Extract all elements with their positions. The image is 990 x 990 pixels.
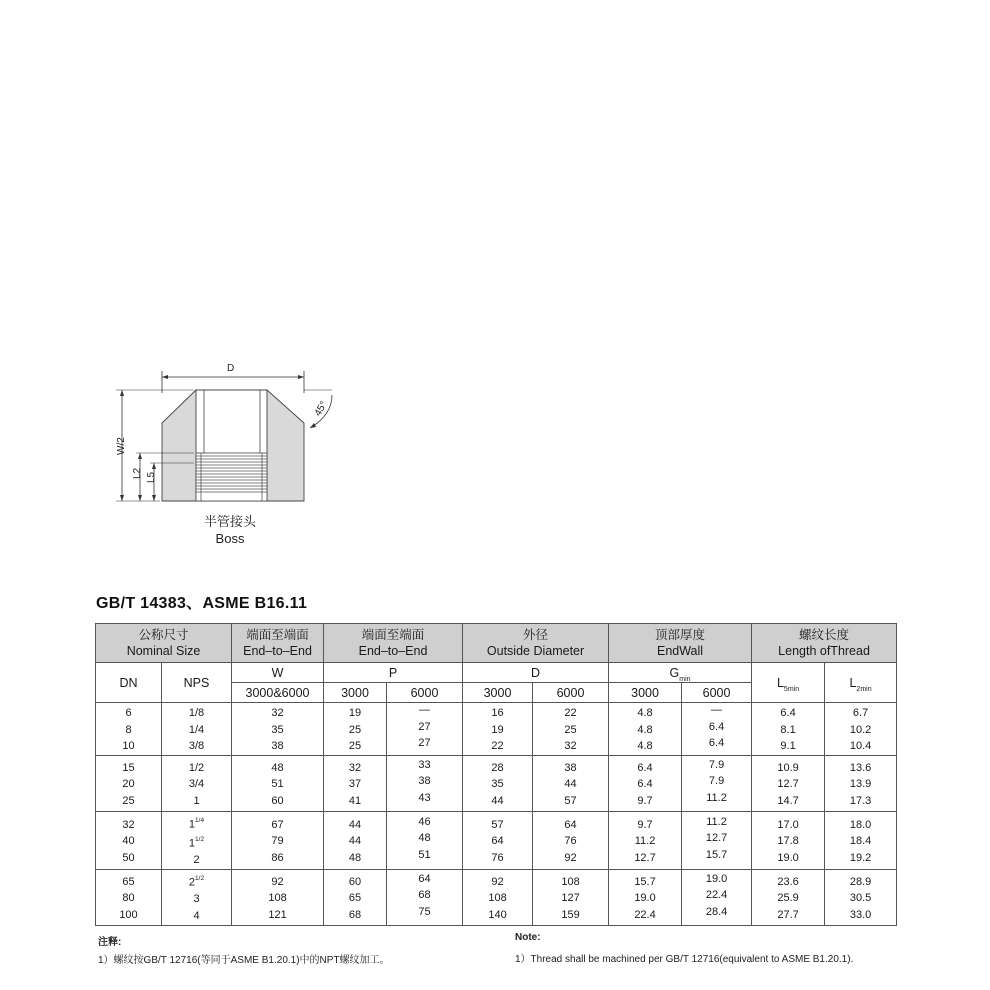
- cell-value-stack: [825, 817, 896, 867]
- cell-value-stack: [752, 760, 824, 810]
- cell-value-stack: [533, 817, 608, 867]
- header-thread-length-cn: 螺纹长度: [799, 628, 850, 642]
- table-cell-w: [232, 756, 324, 812]
- cell-value: 19.0: [705, 872, 728, 885]
- cell-value: 57: [564, 794, 577, 807]
- table-cell-nps: [162, 703, 232, 756]
- cell-value: 25: [564, 723, 577, 736]
- cell-value: 25: [348, 723, 362, 736]
- cell-value: 17.8: [777, 835, 799, 848]
- cell-value: —: [711, 704, 723, 717]
- cell-value: 6.7: [852, 707, 869, 720]
- nps-whole: 1: [188, 818, 196, 831]
- cell-value: 4.8: [637, 740, 653, 753]
- cell-value-stack: [682, 814, 751, 864]
- nps-whole: 1/8: [188, 707, 205, 720]
- cell-value: 11.2: [706, 815, 727, 828]
- cell-value: 33: [418, 758, 431, 771]
- cell-value: 80: [122, 892, 135, 905]
- table-body: [96, 703, 897, 926]
- cell-value: 44: [491, 794, 504, 807]
- cell-value: 64: [418, 872, 431, 885]
- table-cell-nps: [162, 812, 232, 870]
- cell-value: 16: [491, 707, 504, 720]
- cell-value-stack: [324, 817, 386, 867]
- cell-value: 7.9: [708, 758, 725, 771]
- header-end-to-end-w-en: End–to–End: [243, 644, 312, 658]
- cell-value: 10.9: [777, 761, 799, 774]
- cell-value: 76: [491, 851, 504, 864]
- cell-value: 6.4: [780, 707, 796, 720]
- cell-value: 12.7: [705, 832, 728, 845]
- header-p-3000: 3000: [324, 683, 387, 703]
- cell-value: 48: [271, 761, 284, 774]
- header-end-wall-en: EndWall: [656, 644, 704, 658]
- cell-value: [193, 908, 199, 925]
- table-row: [96, 812, 897, 870]
- cell-value: 9.1: [780, 740, 796, 753]
- cell-value: 43: [418, 791, 431, 804]
- header-l2: [825, 663, 897, 703]
- cell-value: 22.4: [634, 908, 656, 921]
- cell-value: 37: [348, 778, 362, 791]
- cell-value: 28.9: [849, 875, 872, 888]
- header-nominal-size-cn: 公称尺寸: [138, 628, 189, 642]
- cell-value: 4.8: [637, 707, 653, 720]
- header-end-to-end-p: [324, 624, 463, 663]
- cell-value: 19: [491, 723, 504, 736]
- cell-value: 32: [348, 761, 362, 774]
- table-cell-d3000: [463, 703, 533, 756]
- cell-value: 64: [564, 818, 577, 831]
- cell-value-stack: [232, 760, 323, 810]
- cell-value: 23.6: [777, 875, 799, 888]
- table-cell-l2: [825, 812, 897, 870]
- cell-value: 44: [564, 778, 577, 791]
- cell-value: 8.1: [780, 723, 796, 736]
- table-cell-w: [232, 869, 324, 925]
- table-cell-p6000: [387, 812, 463, 870]
- cell-value-stack: [463, 874, 532, 924]
- cell-value: 41: [348, 794, 362, 807]
- cell-value: 28: [491, 761, 504, 774]
- cell-value: 13.6: [849, 761, 872, 774]
- header-end-to-end-p-en: End–to–End: [358, 644, 428, 658]
- header-end-wall: [609, 624, 752, 663]
- cell-value: 15: [122, 761, 135, 774]
- cell-value-stack: [162, 872, 231, 924]
- cell-value-stack: [232, 705, 323, 755]
- cell-value-stack: [324, 874, 386, 924]
- cell-value-stack: [609, 874, 681, 924]
- cell-value: 25.9: [777, 892, 799, 905]
- cell-value: 15.7: [705, 848, 728, 861]
- cell-value-stack: [232, 874, 323, 924]
- table-cell-l2: [825, 703, 897, 756]
- cell-value: 11.2: [634, 835, 656, 848]
- nps-whole: 1/4: [188, 723, 205, 736]
- cell-value-stack: [387, 757, 462, 807]
- cell-value: 9.7: [637, 794, 653, 807]
- cell-value: 38: [564, 761, 577, 774]
- cell-value-stack: [533, 760, 608, 810]
- cell-value: [193, 793, 199, 810]
- cell-value-stack: [609, 760, 681, 810]
- cell-value: [189, 833, 204, 852]
- cell-value: 18.4: [849, 835, 872, 848]
- header-w-class: 3000&6000: [232, 683, 324, 703]
- table-cell-l2: [825, 756, 897, 812]
- cell-value: 108: [561, 875, 580, 888]
- cell-value-stack: [752, 874, 824, 924]
- table-cell-d6000: [533, 703, 609, 756]
- cell-value-stack: [162, 705, 231, 755]
- cell-value: 140: [488, 908, 507, 921]
- header-d-6000: 6000: [533, 683, 609, 703]
- table-cell-l5: [752, 703, 825, 756]
- cell-value-stack: [682, 702, 751, 752]
- cell-value-stack: [533, 874, 608, 924]
- cell-value: 27.7: [777, 908, 799, 921]
- header-thread-length-en: Length ofThread: [778, 644, 870, 658]
- cell-value: 32: [122, 818, 135, 831]
- cell-value: 64: [491, 835, 504, 848]
- table-row: [96, 756, 897, 812]
- table-cell-l5: [752, 812, 825, 870]
- cell-value: 44: [348, 818, 362, 831]
- cell-value-stack: [162, 760, 231, 810]
- cell-value: 27: [418, 737, 431, 750]
- cell-value-stack: [825, 705, 896, 755]
- cell-value-stack: [682, 757, 751, 807]
- note-en-text: 1）Thread shall be machined per GB/T 12716(equivalent to ASME B1.20.1).: [515, 954, 854, 965]
- cell-value: 100: [119, 908, 138, 921]
- cell-value-stack: [682, 871, 751, 921]
- cell-value: 35: [491, 778, 504, 791]
- table-cell-dn: [96, 703, 162, 756]
- header-outside-diameter-cn: 外径: [523, 628, 549, 642]
- cell-value-stack: [609, 817, 681, 867]
- table-cell-p6000: [387, 869, 463, 925]
- nps-whole: 3/8: [188, 740, 205, 753]
- cell-value: 10.4: [849, 740, 872, 753]
- cell-value-stack: [463, 760, 532, 810]
- nps-whole: 3: [193, 893, 200, 906]
- table-cell-g3000: [609, 703, 682, 756]
- table-cell-p3000: [324, 756, 387, 812]
- header-l5-sub: 5min: [783, 685, 800, 693]
- header-g: [609, 663, 752, 683]
- header-end-wall-cn: 顶部厚度: [655, 628, 706, 642]
- nps-fraction: 1/2: [195, 836, 205, 844]
- cell-value-stack: [533, 705, 608, 755]
- header-outside-diameter-en: Outside Diameter: [486, 644, 585, 658]
- cell-value: 108: [268, 892, 287, 905]
- cell-value: 25: [122, 794, 135, 807]
- cell-value: 14.7: [777, 794, 799, 807]
- cell-value: 40: [122, 835, 135, 848]
- header-g-6000: 6000: [682, 683, 752, 703]
- cell-value: 17.0: [777, 818, 799, 831]
- header-outside-diameter: [463, 624, 609, 663]
- dim-l2-label: L2: [132, 467, 143, 479]
- nps-fraction: 1/2: [195, 875, 205, 883]
- header-nominal-size: [96, 624, 232, 663]
- table-cell-w: [232, 703, 324, 756]
- nps-whole: 1/2: [188, 761, 205, 774]
- nps-whole: 4: [193, 909, 200, 922]
- cell-value: 15.7: [634, 875, 656, 888]
- table-row: [96, 869, 897, 925]
- cell-value: 38: [271, 740, 284, 753]
- cell-value: 13.9: [849, 778, 872, 791]
- drawing-caption-cn: 半管接头: [203, 514, 256, 529]
- cell-value-stack: [387, 702, 462, 752]
- standard-title: GB/T 14383、ASME B16.11: [96, 595, 308, 612]
- table-cell-g3000: [609, 869, 682, 925]
- drawing-caption-en: Boss: [215, 531, 245, 546]
- cell-value: 68: [418, 889, 431, 902]
- cell-value: 50: [122, 851, 135, 864]
- table-row: [96, 703, 897, 756]
- cell-value: 57: [491, 818, 504, 831]
- note-cn-text: 1）螺纹按GB/T 12716(等同于ASME B1.20.1)中的NPT螺纹加工。: [98, 955, 390, 966]
- header-p: P: [324, 663, 463, 683]
- table-cell-nps: [162, 869, 232, 925]
- nps-whole: 3/4: [188, 778, 205, 791]
- cell-value-stack: [324, 705, 386, 755]
- cell-value: 19.2: [849, 851, 872, 864]
- cell-value: 79: [271, 835, 284, 848]
- table-cell-p6000: [387, 756, 463, 812]
- nps-whole: 1: [188, 837, 196, 850]
- cell-value: [189, 722, 204, 739]
- cell-value: 108: [488, 892, 507, 905]
- nps-fraction: 1/4: [195, 817, 205, 824]
- cell-value-stack: [96, 874, 161, 924]
- table-cell-g3000: [609, 756, 682, 812]
- table-cell-d6000: [533, 812, 609, 870]
- table-cell-w: [232, 812, 324, 870]
- cell-value: 86: [271, 851, 284, 864]
- cell-value: 67: [271, 818, 284, 831]
- cell-value: 19: [348, 707, 362, 720]
- table-cell-g6000: [682, 703, 752, 756]
- table-cell-l5: [752, 756, 825, 812]
- cell-value: 32: [564, 740, 577, 753]
- cell-value: 6: [125, 707, 132, 720]
- cell-value: 12.7: [777, 778, 799, 791]
- table-cell-g6000: [682, 756, 752, 812]
- header-g-sub: min: [679, 675, 691, 683]
- dim-w2-label: W/2: [116, 437, 127, 455]
- table-cell-d6000: [533, 756, 609, 812]
- header-l5: [752, 663, 825, 703]
- table-cell-d3000: [463, 812, 533, 870]
- table-cell-p6000: [387, 703, 463, 756]
- cell-value: [193, 852, 199, 869]
- header-p-6000: 6000: [387, 683, 463, 703]
- header-nominal-size-en: Nominal Size: [126, 644, 201, 658]
- cell-value: 92: [564, 851, 577, 864]
- header-l2-letter: L: [849, 675, 857, 690]
- cell-value: [189, 814, 204, 833]
- dim-l5-label: L5: [146, 471, 157, 483]
- cell-value: 22: [564, 707, 577, 720]
- cell-value: 48: [418, 832, 431, 845]
- nps-whole: 2: [188, 876, 196, 889]
- cell-value-stack: [162, 814, 231, 869]
- table-cell-nps: [162, 756, 232, 812]
- cell-value: 6.4: [708, 720, 725, 733]
- table-cell-dn: [96, 756, 162, 812]
- cell-value: 75: [418, 905, 431, 918]
- table-cell-l2: [825, 869, 897, 925]
- header-thread-length: [752, 624, 897, 663]
- cell-value: 28.4: [705, 905, 728, 918]
- nps-whole: 2: [193, 854, 200, 867]
- cell-value: 6.4: [708, 737, 725, 750]
- cell-value: 51: [418, 848, 431, 861]
- cell-value: [189, 705, 204, 722]
- cell-value-stack: [387, 871, 462, 921]
- cell-value: 121: [268, 908, 287, 921]
- cell-value-stack: [609, 705, 681, 755]
- cell-value-stack: [825, 760, 896, 810]
- cell-value: 46: [418, 815, 431, 828]
- cell-value: 68: [348, 908, 362, 921]
- nps-whole: 1: [193, 794, 200, 807]
- table-cell-g3000: [609, 812, 682, 870]
- table-cell-p3000: [324, 812, 387, 870]
- cell-value: 10: [122, 740, 135, 753]
- table-cell-p3000: [324, 703, 387, 756]
- cell-value: 12.7: [634, 851, 656, 864]
- cell-value-stack: [463, 817, 532, 867]
- note-cn-title: 注释:: [98, 937, 122, 948]
- cell-value: [189, 872, 204, 891]
- cell-value: 6.4: [637, 761, 653, 774]
- cell-value: 18.0: [849, 818, 872, 831]
- header-l2-sub: 2min: [856, 685, 872, 693]
- dim-angle-label: 45°: [312, 399, 330, 419]
- cell-value: 17.3: [849, 794, 872, 807]
- header-nps: NPS: [162, 663, 232, 703]
- table-cell-d3000: [463, 756, 533, 812]
- cell-value: 7.9: [708, 775, 725, 788]
- cell-value-stack: [232, 817, 323, 867]
- cell-value: 35: [271, 723, 284, 736]
- header-end-to-end-w: [232, 624, 324, 663]
- cell-value: 25: [348, 740, 362, 753]
- header-row-secondary: [96, 663, 897, 683]
- cell-value: 65: [122, 875, 135, 888]
- table-cell-p3000: [324, 869, 387, 925]
- header-l5-letter: L: [776, 675, 784, 690]
- header-dn: DN: [96, 663, 162, 703]
- cell-value: 4.8: [637, 723, 653, 736]
- cell-value: 44: [348, 835, 362, 848]
- note-en-title: Note:: [515, 932, 541, 943]
- cell-value-stack: [96, 705, 161, 755]
- table-cell-d3000: [463, 869, 533, 925]
- cell-value-stack: [752, 817, 824, 867]
- cell-value: 92: [271, 875, 284, 888]
- table-cell-g6000: [682, 869, 752, 925]
- cell-value: 20: [122, 778, 135, 791]
- cell-value: 9.7: [637, 818, 653, 831]
- cell-value: 33.0: [849, 908, 872, 921]
- table-cell-dn: [96, 812, 162, 870]
- cell-value: 60: [348, 875, 362, 888]
- header-d: D: [463, 663, 609, 683]
- table-cell-l5: [752, 869, 825, 925]
- cell-value-stack: [463, 705, 532, 755]
- cell-value: 76: [564, 835, 577, 848]
- cell-value: —: [419, 704, 431, 717]
- cell-value: 38: [418, 775, 431, 788]
- cell-value-stack: [387, 814, 462, 864]
- header-d-3000: 3000: [463, 683, 533, 703]
- cell-value: 127: [561, 892, 580, 905]
- cell-value: 32: [271, 707, 284, 720]
- cell-value: 48: [348, 851, 362, 864]
- cell-value-stack: [324, 760, 386, 810]
- cell-value: 22.4: [705, 889, 728, 902]
- cell-value: 10.2: [849, 723, 872, 736]
- cell-value: 159: [561, 908, 580, 921]
- header-w: W: [232, 663, 324, 683]
- cell-value: 19.0: [634, 892, 656, 905]
- header-end-to-end-p-cn: 端面至端面: [361, 628, 425, 642]
- cell-value: 60: [271, 794, 284, 807]
- table-cell-d6000: [533, 869, 609, 925]
- table-cell-dn: [96, 869, 162, 925]
- cell-value-stack: [96, 760, 161, 810]
- table-cell-g6000: [682, 812, 752, 870]
- cell-value: 27: [418, 720, 431, 733]
- header-g-letter: G: [669, 665, 680, 680]
- cell-value-stack: [752, 705, 824, 755]
- header-end-to-end-w-cn: 端面至端面: [246, 628, 309, 642]
- cell-value: [189, 776, 204, 793]
- cell-value-stack: [96, 817, 161, 867]
- cell-value: [189, 760, 204, 777]
- cell-value: [189, 738, 204, 755]
- cell-value: 92: [491, 875, 504, 888]
- header-row-primary: [96, 624, 897, 663]
- cell-value: [193, 891, 199, 908]
- dim-d-label: D: [227, 363, 235, 374]
- cell-value: 22: [491, 740, 504, 753]
- cell-value: 51: [271, 778, 284, 791]
- dimension-table: [95, 623, 897, 926]
- cell-value-stack: [825, 874, 896, 924]
- cell-value: 19.0: [777, 851, 799, 864]
- cell-value: 30.5: [849, 892, 872, 905]
- cell-value: 6.4: [637, 778, 653, 791]
- cell-value: 11.2: [706, 791, 727, 804]
- header-g-3000: 3000: [609, 683, 682, 703]
- cell-value: 65: [348, 892, 362, 905]
- cell-value: 8: [125, 723, 132, 736]
